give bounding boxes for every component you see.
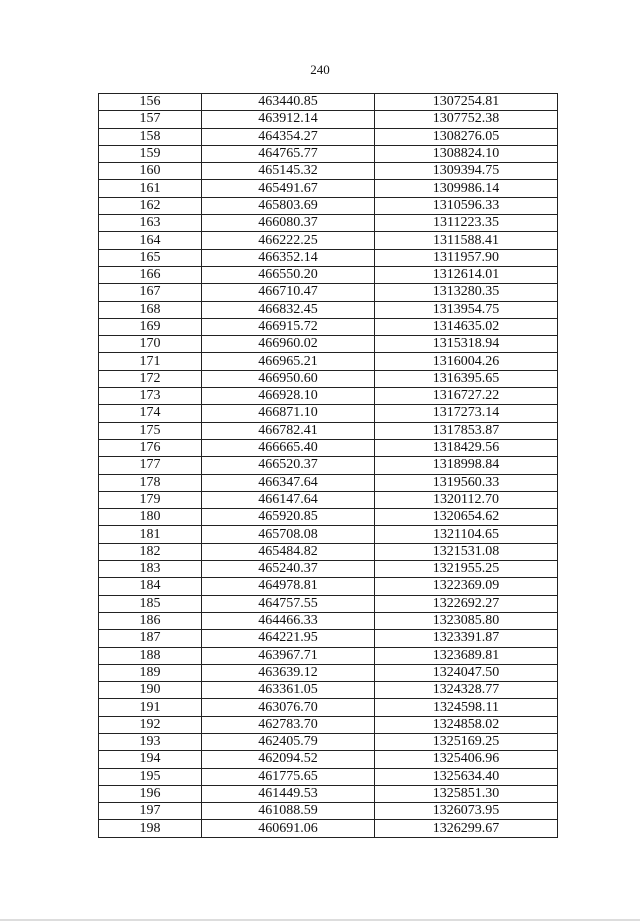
y-coordinate-cell: 1320112.70: [375, 491, 558, 508]
table-body: [99, 94, 558, 838]
x-coordinate-cell: 465920.85: [202, 509, 375, 526]
table-row: [99, 820, 558, 837]
point-number-cell: 183: [99, 561, 202, 578]
table-row: [99, 145, 558, 162]
point-number-cell: 173: [99, 388, 202, 405]
y-coordinate-cell: 1324858.02: [375, 716, 558, 733]
point-number-cell: 190: [99, 682, 202, 699]
point-number-cell: 179: [99, 491, 202, 508]
table-row: [99, 111, 558, 128]
point-number-cell: 172: [99, 370, 202, 387]
x-coordinate-cell: 464354.27: [202, 128, 375, 145]
table-row: [99, 405, 558, 422]
x-coordinate-cell: 465484.82: [202, 543, 375, 560]
x-coordinate-cell: 466950.60: [202, 370, 375, 387]
y-coordinate-cell: 1325169.25: [375, 733, 558, 750]
y-coordinate-cell: 1307752.38: [375, 111, 558, 128]
y-coordinate-cell: 1313954.75: [375, 301, 558, 318]
x-coordinate-cell: 464757.55: [202, 595, 375, 612]
point-number-cell: 162: [99, 197, 202, 214]
y-coordinate-cell: 1320654.62: [375, 509, 558, 526]
y-coordinate-cell: 1309986.14: [375, 180, 558, 197]
x-coordinate-cell: 460691.06: [202, 820, 375, 837]
y-coordinate-cell: 1322692.27: [375, 595, 558, 612]
x-coordinate-cell: 463361.05: [202, 682, 375, 699]
x-coordinate-cell: 462783.70: [202, 716, 375, 733]
x-coordinate-cell: 466665.40: [202, 439, 375, 456]
point-number-cell: 187: [99, 630, 202, 647]
point-number-cell: 159: [99, 145, 202, 162]
y-coordinate-cell: 1312614.01: [375, 266, 558, 283]
y-coordinate-cell: 1321531.08: [375, 543, 558, 560]
x-coordinate-cell: 466832.45: [202, 301, 375, 318]
point-number-cell: 156: [99, 94, 202, 111]
table-row: [99, 439, 558, 456]
y-coordinate-cell: 1326073.95: [375, 803, 558, 820]
x-coordinate-cell: 466080.37: [202, 215, 375, 232]
point-number-cell: 198: [99, 820, 202, 837]
point-number-cell: 194: [99, 751, 202, 768]
table-row: [99, 353, 558, 370]
point-number-cell: 178: [99, 474, 202, 491]
table-row: [99, 94, 558, 111]
point-number-cell: 171: [99, 353, 202, 370]
x-coordinate-cell: 466347.64: [202, 474, 375, 491]
x-coordinate-cell: 463967.71: [202, 647, 375, 664]
point-number-cell: 157: [99, 111, 202, 128]
x-coordinate-cell: 466960.02: [202, 336, 375, 353]
x-coordinate-cell: 464221.95: [202, 630, 375, 647]
x-coordinate-cell: 465491.67: [202, 180, 375, 197]
point-number-cell: 161: [99, 180, 202, 197]
y-coordinate-cell: 1324598.11: [375, 699, 558, 716]
y-coordinate-cell: 1318998.84: [375, 457, 558, 474]
point-number-cell: 186: [99, 612, 202, 629]
y-coordinate-cell: 1311957.90: [375, 249, 558, 266]
y-coordinate-cell: 1311588.41: [375, 232, 558, 249]
x-coordinate-cell: 463912.14: [202, 111, 375, 128]
x-coordinate-cell: 461775.65: [202, 768, 375, 785]
y-coordinate-cell: 1311223.35: [375, 215, 558, 232]
point-number-cell: 180: [99, 509, 202, 526]
table-row: [99, 509, 558, 526]
x-coordinate-cell: 465803.69: [202, 197, 375, 214]
point-number-cell: 158: [99, 128, 202, 145]
x-coordinate-cell: 463076.70: [202, 699, 375, 716]
table-row: [99, 491, 558, 508]
x-coordinate-cell: 466915.72: [202, 318, 375, 335]
y-coordinate-cell: 1321104.65: [375, 526, 558, 543]
coordinates-table: [98, 93, 558, 838]
y-coordinate-cell: 1322369.09: [375, 578, 558, 595]
x-coordinate-cell: 464978.81: [202, 578, 375, 595]
table-row: [99, 284, 558, 301]
point-number-cell: 176: [99, 439, 202, 456]
table-row: [99, 785, 558, 802]
y-coordinate-cell: 1310596.33: [375, 197, 558, 214]
y-coordinate-cell: 1317273.14: [375, 405, 558, 422]
point-number-cell: 196: [99, 785, 202, 802]
x-coordinate-cell: 465708.08: [202, 526, 375, 543]
y-coordinate-cell: 1324047.50: [375, 664, 558, 681]
point-number-cell: 170: [99, 336, 202, 353]
point-number-cell: 181: [99, 526, 202, 543]
y-coordinate-cell: 1313280.35: [375, 284, 558, 301]
y-coordinate-cell: 1316004.26: [375, 353, 558, 370]
x-coordinate-cell: 463639.12: [202, 664, 375, 681]
table-row: [99, 249, 558, 266]
y-coordinate-cell: 1316395.65: [375, 370, 558, 387]
table-row: [99, 647, 558, 664]
y-coordinate-cell: 1319560.33: [375, 474, 558, 491]
x-coordinate-cell: 466550.20: [202, 266, 375, 283]
point-number-cell: 169: [99, 318, 202, 335]
x-coordinate-cell: 463440.85: [202, 94, 375, 111]
y-coordinate-cell: 1308824.10: [375, 145, 558, 162]
page-number: 240: [310, 62, 330, 77]
x-coordinate-cell: 465240.37: [202, 561, 375, 578]
x-coordinate-cell: 464765.77: [202, 145, 375, 162]
table-row: [99, 751, 558, 768]
table-row: [99, 301, 558, 318]
point-number-cell: 185: [99, 595, 202, 612]
point-number-cell: 175: [99, 422, 202, 439]
x-coordinate-cell: 466352.14: [202, 249, 375, 266]
table-row: [99, 336, 558, 353]
x-coordinate-cell: 466147.64: [202, 491, 375, 508]
point-number-cell: 188: [99, 647, 202, 664]
table-row: [99, 699, 558, 716]
y-coordinate-cell: 1324328.77: [375, 682, 558, 699]
y-coordinate-cell: 1325406.96: [375, 751, 558, 768]
point-number-cell: 163: [99, 215, 202, 232]
table-row: [99, 682, 558, 699]
x-coordinate-cell: 461449.53: [202, 785, 375, 802]
point-number-cell: 195: [99, 768, 202, 785]
point-number-cell: 197: [99, 803, 202, 820]
table-row: [99, 578, 558, 595]
table-row: [99, 664, 558, 681]
table-row: [99, 543, 558, 560]
y-coordinate-cell: 1307254.81: [375, 94, 558, 111]
point-number-cell: 191: [99, 699, 202, 716]
table-row: [99, 630, 558, 647]
table-row: [99, 526, 558, 543]
x-coordinate-cell: 466928.10: [202, 388, 375, 405]
point-number-cell: 160: [99, 163, 202, 180]
table-row: [99, 232, 558, 249]
table-row: [99, 612, 558, 629]
x-coordinate-cell: 464466.33: [202, 612, 375, 629]
y-coordinate-cell: 1321955.25: [375, 561, 558, 578]
y-coordinate-cell: 1323689.81: [375, 647, 558, 664]
point-number-cell: 192: [99, 716, 202, 733]
point-number-cell: 189: [99, 664, 202, 681]
point-number-cell: 177: [99, 457, 202, 474]
table-row: [99, 180, 558, 197]
y-coordinate-cell: 1318429.56: [375, 439, 558, 456]
x-coordinate-cell: 466222.25: [202, 232, 375, 249]
point-number-cell: 165: [99, 249, 202, 266]
table-row: [99, 163, 558, 180]
point-number-cell: 168: [99, 301, 202, 318]
point-number-cell: 184: [99, 578, 202, 595]
table-row: [99, 266, 558, 283]
point-number-cell: 182: [99, 543, 202, 560]
table-row: [99, 422, 558, 439]
table-row: [99, 197, 558, 214]
x-coordinate-cell: 466965.21: [202, 353, 375, 370]
y-coordinate-cell: 1309394.75: [375, 163, 558, 180]
table-row: [99, 370, 558, 387]
x-coordinate-cell: 462094.52: [202, 751, 375, 768]
y-coordinate-cell: 1325851.30: [375, 785, 558, 802]
y-coordinate-cell: 1315318.94: [375, 336, 558, 353]
table-row: [99, 318, 558, 335]
table-row: [99, 733, 558, 750]
table-row: [99, 595, 558, 612]
table-row: [99, 128, 558, 145]
x-coordinate-cell: 466871.10: [202, 405, 375, 422]
y-coordinate-cell: 1325634.40: [375, 768, 558, 785]
table-row: [99, 215, 558, 232]
table-row: [99, 388, 558, 405]
y-coordinate-cell: 1314635.02: [375, 318, 558, 335]
point-number-cell: 164: [99, 232, 202, 249]
x-coordinate-cell: 466520.37: [202, 457, 375, 474]
table-row: [99, 716, 558, 733]
y-coordinate-cell: 1323391.87: [375, 630, 558, 647]
y-coordinate-cell: 1326299.67: [375, 820, 558, 837]
point-number-cell: 167: [99, 284, 202, 301]
y-coordinate-cell: 1308276.05: [375, 128, 558, 145]
x-coordinate-cell: 466782.41: [202, 422, 375, 439]
x-coordinate-cell: 462405.79: [202, 733, 375, 750]
y-coordinate-cell: 1316727.22: [375, 388, 558, 405]
point-number-cell: 166: [99, 266, 202, 283]
point-number-cell: 193: [99, 733, 202, 750]
y-coordinate-cell: 1317853.87: [375, 422, 558, 439]
table-row: [99, 474, 558, 491]
point-number-cell: 174: [99, 405, 202, 422]
x-coordinate-cell: 461088.59: [202, 803, 375, 820]
y-coordinate-cell: 1323085.80: [375, 612, 558, 629]
table-row: [99, 457, 558, 474]
x-coordinate-cell: 465145.32: [202, 163, 375, 180]
table-row: [99, 803, 558, 820]
table-row: [99, 768, 558, 785]
x-coordinate-cell: 466710.47: [202, 284, 375, 301]
table-row: [99, 561, 558, 578]
